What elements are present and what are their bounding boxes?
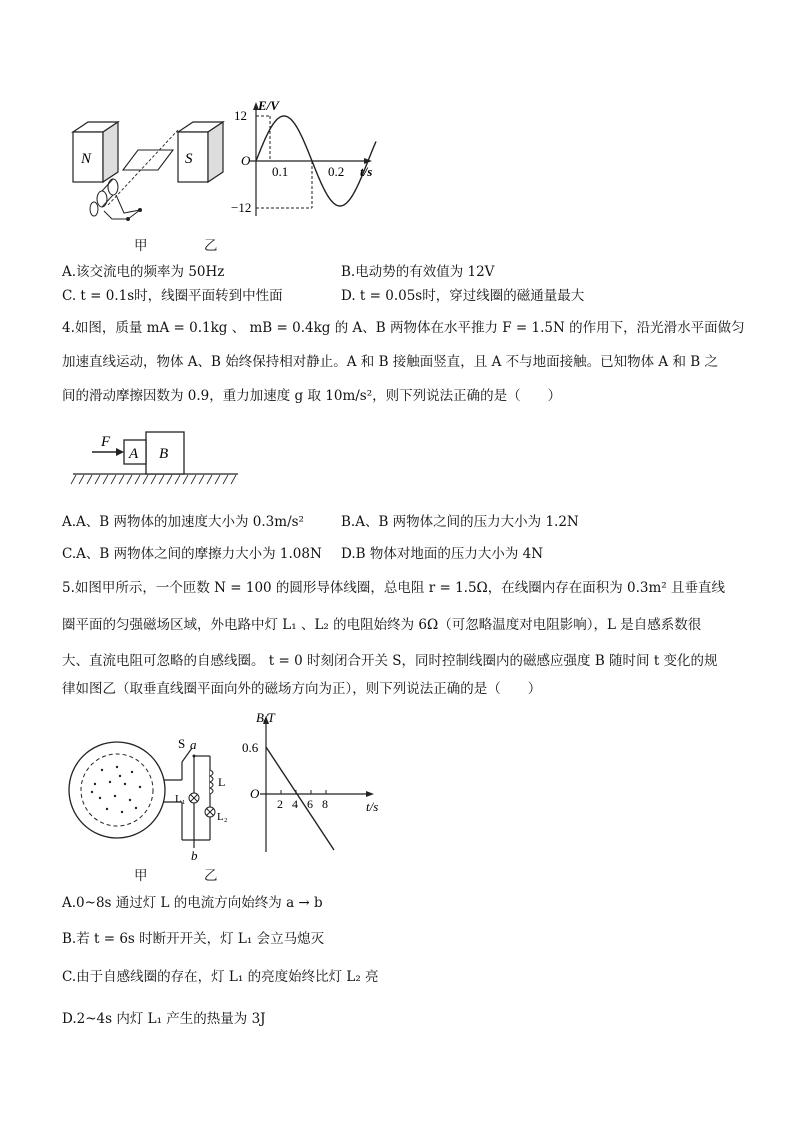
b-x-axis-label: t/s [366,799,379,814]
x-tick-2: 0.2 [328,164,345,179]
lamp-l1-label: L₁ [175,793,186,805]
y-tick-top: 12 [234,108,247,123]
q4-line-3: 间的滑动摩擦因数为 0.9，重力加速度 g 取 10m/s²，则下列说法正确的是（ ） [62,388,562,404]
b-axis-label: B/T [256,712,275,725]
origin-label: O [241,153,251,168]
q5-line-3: 大、直流电阻可忽略的自感线圈。 t = 0 时刻闭合开关 S，同时控制线圈内的磁感应强度 B 随时间 t 变化的规 [62,653,718,669]
y-axis-label: E/V [258,98,279,113]
q4-line-2: 加速直线运动，物体 A、B 始终保持相对静止。A 和 B 接触面竖直，且 A 不与地面接触。已知物体 A 和 B 之 [62,354,718,370]
block-b-label: B [159,446,169,462]
coil-circuit-figure [62,712,237,862]
generator-figure [68,115,238,230]
magnet-n-label: N [81,151,92,167]
caption-yi-q5: 乙 [204,868,218,884]
x-tick-1: 0.1 [272,164,289,179]
node-a-label: a [190,737,197,752]
q5-option-a: A.0~8s 通过灯 L 的电流方向始终为 a → b [62,895,323,911]
q5-option-c: C.由于自感线圈的存在，灯 L₁ 的亮度始终比灯 L₂ 亮 [62,969,379,985]
q3-option-a: A.该交流电的频率为 50Hz [62,264,225,280]
node-b-label: b [191,848,198,862]
q5-line-4: 律如图乙（取垂直线圈平面向外的磁场方向为正），则下列说法正确的是（ ） [62,681,542,697]
q5-option-d: D.2~4s 内灯 L₁ 产生的热量为 3J [62,1011,266,1027]
q4-option-c: C.A、B 两物体之间的摩擦力大小为 1.08N [62,546,322,562]
x-axis-label: t/s [360,164,373,179]
b-x-tick-6: 6 [307,797,313,811]
y-tick-bottom: −12 [231,200,252,215]
block-a-label: A [129,446,139,462]
q4-option-a: A.A、B 两物体的加速度大小为 0.3m/s² [62,514,304,530]
b-y-tick: 0.6 [242,740,259,755]
lamp-l2-label: L₂ [217,811,228,823]
b-x-tick-8: 8 [322,797,328,811]
caption-jia-q5: 甲 [134,868,148,884]
q5-line-2: 圈平面的匀强磁场区域，外电路中灯 L₁ 、L₂ 的电阻始终为 6Ω（可忽略温度对电阻影响），L 是自感系数很 [62,617,702,633]
b-origin-label: O [250,786,260,801]
force-label: F [101,434,111,450]
q4-option-b: B.A、B 两物体之间的压力大小为 1.2N [341,514,579,530]
q4-option-d: D.B 物体对地面的压力大小为 4N [341,546,544,562]
b-time-graph [238,712,390,862]
inductor-label: L [218,775,226,789]
b-x-tick-2: 2 [277,797,283,811]
q3-option-b: B.电动势的有效值为 12V [341,264,495,280]
caption-yi-q3: 乙 [204,238,218,254]
magnet-s-label: S [185,151,193,167]
emf-time-graph [228,98,388,223]
q3-option-d: D. t = 0.05s时，穿过线圈的磁通量最大 [341,288,585,304]
blocks-figure [68,424,243,489]
switch-s-label: S [178,736,186,751]
q3-option-c: C. t = 0.1s时，线圈平面转到中性面 [62,288,283,304]
q5-line-1: 5.如图甲所示，一个匝数 N = 100 的圆形导体线圈，总电阻 r = 1.5Ω，在线圈内存在面积为 0.3m² 且垂直线 [62,580,726,596]
q4-line-1: 4.如图，质量 mA = 0.1kg 、 mB = 0.4kg 的 A、B 两物体在水平推力 F = 1.5N 的作用下，沿光滑水平面做匀 [62,320,745,336]
caption-jia-q3: 甲 [134,238,148,254]
b-x-tick-4: 4 [292,797,298,811]
q5-option-b: B.若 t = 6s 时断开开关，灯 L₁ 会立马熄灭 [62,931,325,947]
